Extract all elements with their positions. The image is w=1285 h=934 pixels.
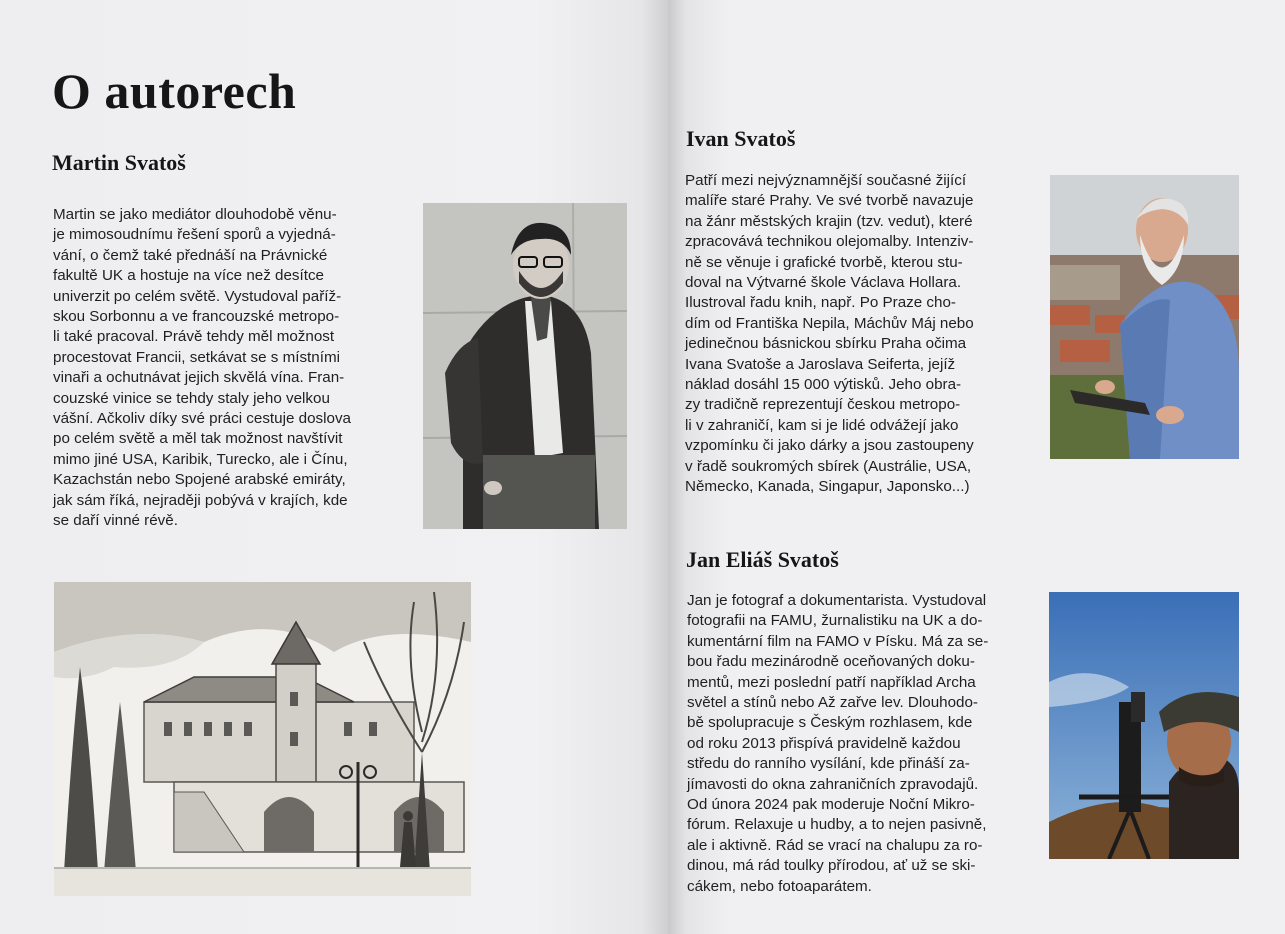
author-name-martin: Martin Svatoš (52, 150, 186, 175)
castle-sketch-illustration (54, 582, 471, 896)
right-page (668, 0, 1285, 934)
author-name-jan: Jan Eliáš Svatoš (686, 547, 839, 572)
author-bio-jan: Jan je fotograf a dokumentarista. Vystudoval fotografii na FAMU, žurnalistiku na UK a do- kumentární film na FAMO v Písku. Má za se- bou řadu mezinárodně oceňovaných doku- mentů, mezi poslední patří například Archa světel a stínů nebo Až zařve lev. Dlouhodo- bě spolupracuje s Českým rozhlasem, kde od roku 2013 přispívá pravidelně každou středu do ranního vysílání, kde přináší za- jímavosti do okna zahraničních zpravodajů. Od února 2024 pak moderuje Noční Mikro- fórum. Relaxuje u hudby, a to nejen pasivně, ale i aktivně. Rád se vrací na chalupu za ro- dinou, má rád toulky přírodou, ať už se ski- cákem, nebo fotoaparátem. (687, 592, 989, 895)
page-heading: O autorech (52, 63, 297, 119)
author-bio-ivan: Patří mezi nejvýznamnější současné žijící malíře staré Prahy. Ve své tvorbě navazuje na žánr městských krajin (tzv. vedut), které zpracovává technikou olejomalby. Intenziv- ně se věnuje i grafické tvorbě, kterou stu- doval na Výtvarné škole Václava Hollara. Ilustroval řadu knih, např. Po Praze cho- dím od Františka Nepila, Máchův Máj nebo jedinečnou básnickou sbírku Praha očima Ivana Svatoše a Jaroslava Seiferta, jejíž náklad dosáhl 15 000 výtisků. Jeho obra- zy tradičně reprezentují českou metropo- li v zahraničí, kam si je lidé odvážejí jako vzpomínku či jako dárky a jsou zastoupeny v řadě soukromých sbírek (Austrálie, USA, Německo, Kanada, Singapur, Japonsko...) (685, 172, 974, 496)
portrait-photo-jan (1049, 592, 1239, 859)
portrait-photo-martin (423, 203, 627, 529)
author-bio-martin: Martin se jako mediátor dlouhodobě věnu- je mimosoudnímu řešení sporů a vyjedná- vání, o čemž také přednáší na Právnické fakultě UK a hostuje na více než desítce univerzit po celém světě. Vystudoval paříž- skou Sorbonnu a ve francouzské metropo- li také pracoval. Právě tehdy měl možnost procestovat Francii, setkávat se s místními vinaři a ochutnávat jejich skvělá vína. Fran- couzské vinice se tehdy staly jeho velkou vášní. Ačkoliv díky své práci cestuje doslova po celém světě a měl tak možnost navštívit mimo jiné USA, Karibik, Turecko, ale i Čínu, Kazachstán nebo Spojené arabské emiráty, jak sám říká, nejraději pobývá v krajích, kde se daří vinné révě. (53, 206, 351, 530)
portrait-photo-ivan (1050, 175, 1239, 459)
author-name-ivan: Ivan Svatoš (686, 126, 796, 151)
